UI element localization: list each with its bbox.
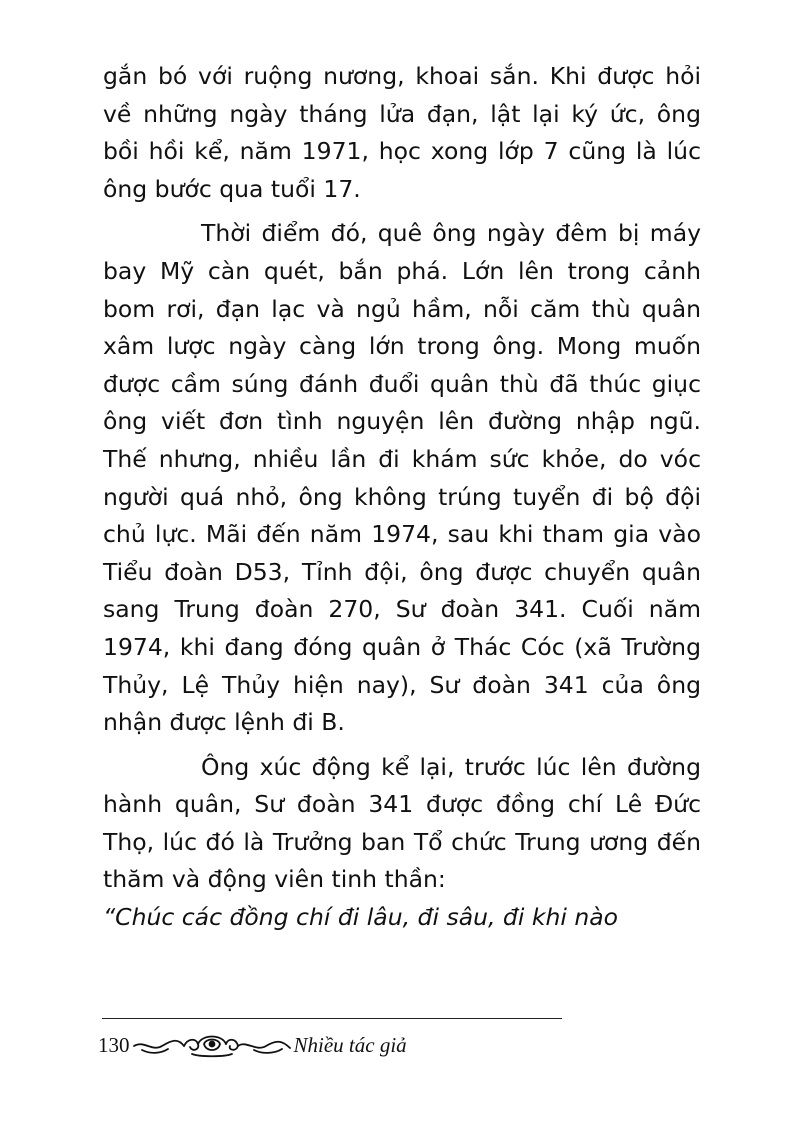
flourish-ornament-icon (132, 1030, 292, 1060)
page-number: 130 (98, 1032, 130, 1057)
page-footer (98, 1026, 407, 1064)
body-text (103, 58, 701, 937)
quote-line: “Chúc các đồng chí đi lâu, đi sâu, đi khi nào (103, 903, 619, 932)
footer-author: Nhiều tác giả (293, 1032, 407, 1057)
paragraph-3: Ông xúc động kể lại, trước lúc lên đường hành quân, Sư đoàn 341 được đồng chí Lê Đức Thọ, lúc đó là Trưởng ban Tổ chức Trung ương đến thăm và động viên tinh thần: (103, 752, 701, 894)
paragraph-2: Thời điểm đó, quê ông ngày đêm bị máy bay Mỹ càn quét, bắn phá. Lớn lên trong cảnh bom rơi, đạn lạc và ngủ hầm, nỗi căm thù quân xâm lược ngày càng lớn trong ông. Mong muốn được cầm súng đánh đuổi quân thù đã thúc giục ông viết đơn tình nguyện lên đường nhập ngũ. Thế nhưng, nhiều lần đi khám sức khỏe, do vóc người quá nhỏ, ông không trúng tuyển đi bộ đội chủ lực. Mãi đến năm 1974, sau khi tham gia vào Tiểu đoàn D53, Tỉnh đội, ông được chuyển quân sang Trung đoàn 270, Sư đoàn 341. Cuối năm 1974, khi đang đóng quân ở Thác Cóc (xã Trường Thủy, Lệ Thủy hiện nay), Sư đoàn 341 của ông nhận được lệnh đi B. (103, 219, 701, 737)
paragraph-1: gắn bó với ruộng nương, khoai sắn. Khi được hỏi về những ngày tháng lửa đạn, lật lại ký ức, ông bồi hồi kể, năm 1971, học xong lớp 7 cũng là lúc ông bước qua tuổi 17. (103, 62, 701, 203)
footer-rule (102, 1018, 562, 1019)
